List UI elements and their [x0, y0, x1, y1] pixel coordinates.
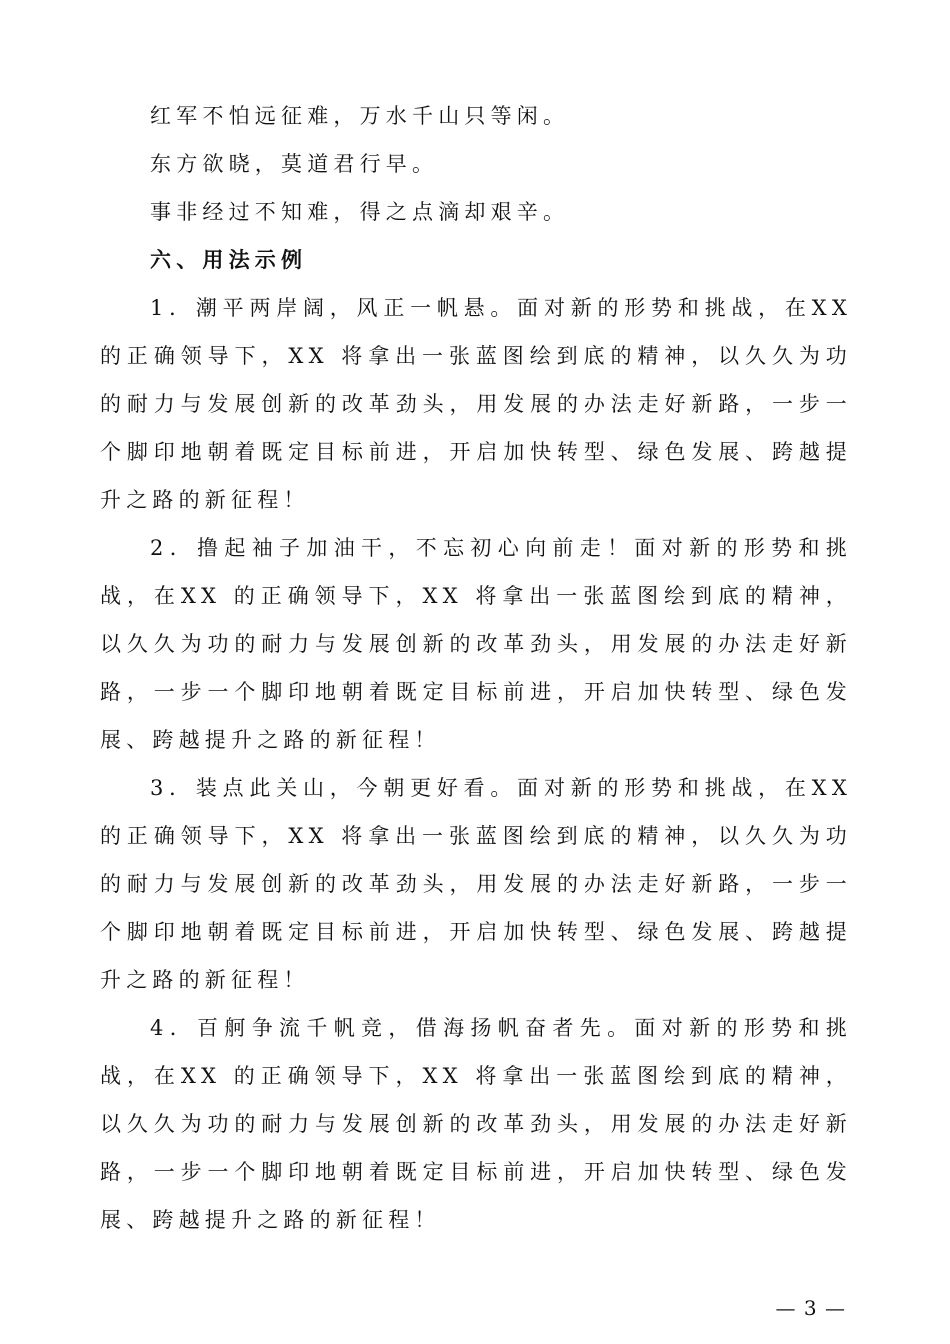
example-paragraph-3: 3．装点此关山，今朝更好看。面对新的形势和挑战，在XX 的正确领导下，XX 将拿出一张蓝图绘到底的精神，以久久为功的耐力与发展创新的改革劲头，用发展的办法走好新路，一步一个脚印地朝着既定目标前进，开启加快转型、绿色发展、跨越提升之路的新征程！: [100, 776, 852, 992]
example-paragraph-1: 1．潮平两岸阔，风正一帆悬。面对新的形势和挑战，在XX 的正确领导下，XX 将拿出一张蓝图绘到底的精神，以久久为功的耐力与发展创新的改革劲头，用发展的办法走好新路，一步一个脚印地朝着既定目标前进，开启加快转型、绿色发展、跨越提升之路的新征程！: [100, 296, 852, 512]
poem-line-1: 红军不怕远征难，万水千山只等闲。: [150, 104, 570, 128]
section-heading: 六、用法示例: [150, 247, 308, 272]
example-paragraph-2: 2．撸起袖子加油干，不忘初心向前走！面对新的形势和挑战，在XX 的正确领导下，XX 将拿出一张蓝图绘到底的精神，以久久为功的耐力与发展创新的改革劲头，用发展的办法走好新路，一步一个脚印地朝着既定目标前进，开启加快转型、绿色发展、跨越提升之路的新征程！: [100, 536, 852, 752]
document-body: [100, 92, 852, 1244]
example-paragraph-4: 4．百舸争流千帆竞，借海扬帆奋者先。面对新的形势和挑战，在XX 的正确领导下，XX 将拿出一张蓝图绘到底的精神，以久久为功的耐力与发展创新的改革劲头，用发展的办法走好新路，一步一个脚印地朝着既定目标前进，开启加快转型、绿色发展、跨越提升之路的新征程！: [100, 1016, 852, 1232]
poem-line-3: 事非经过不知难，得之点滴却艰辛。: [150, 200, 570, 224]
page-number: — 3 —: [775, 1296, 846, 1320]
poem-line-2: 东方欲晓，莫道君行早。: [150, 152, 439, 176]
